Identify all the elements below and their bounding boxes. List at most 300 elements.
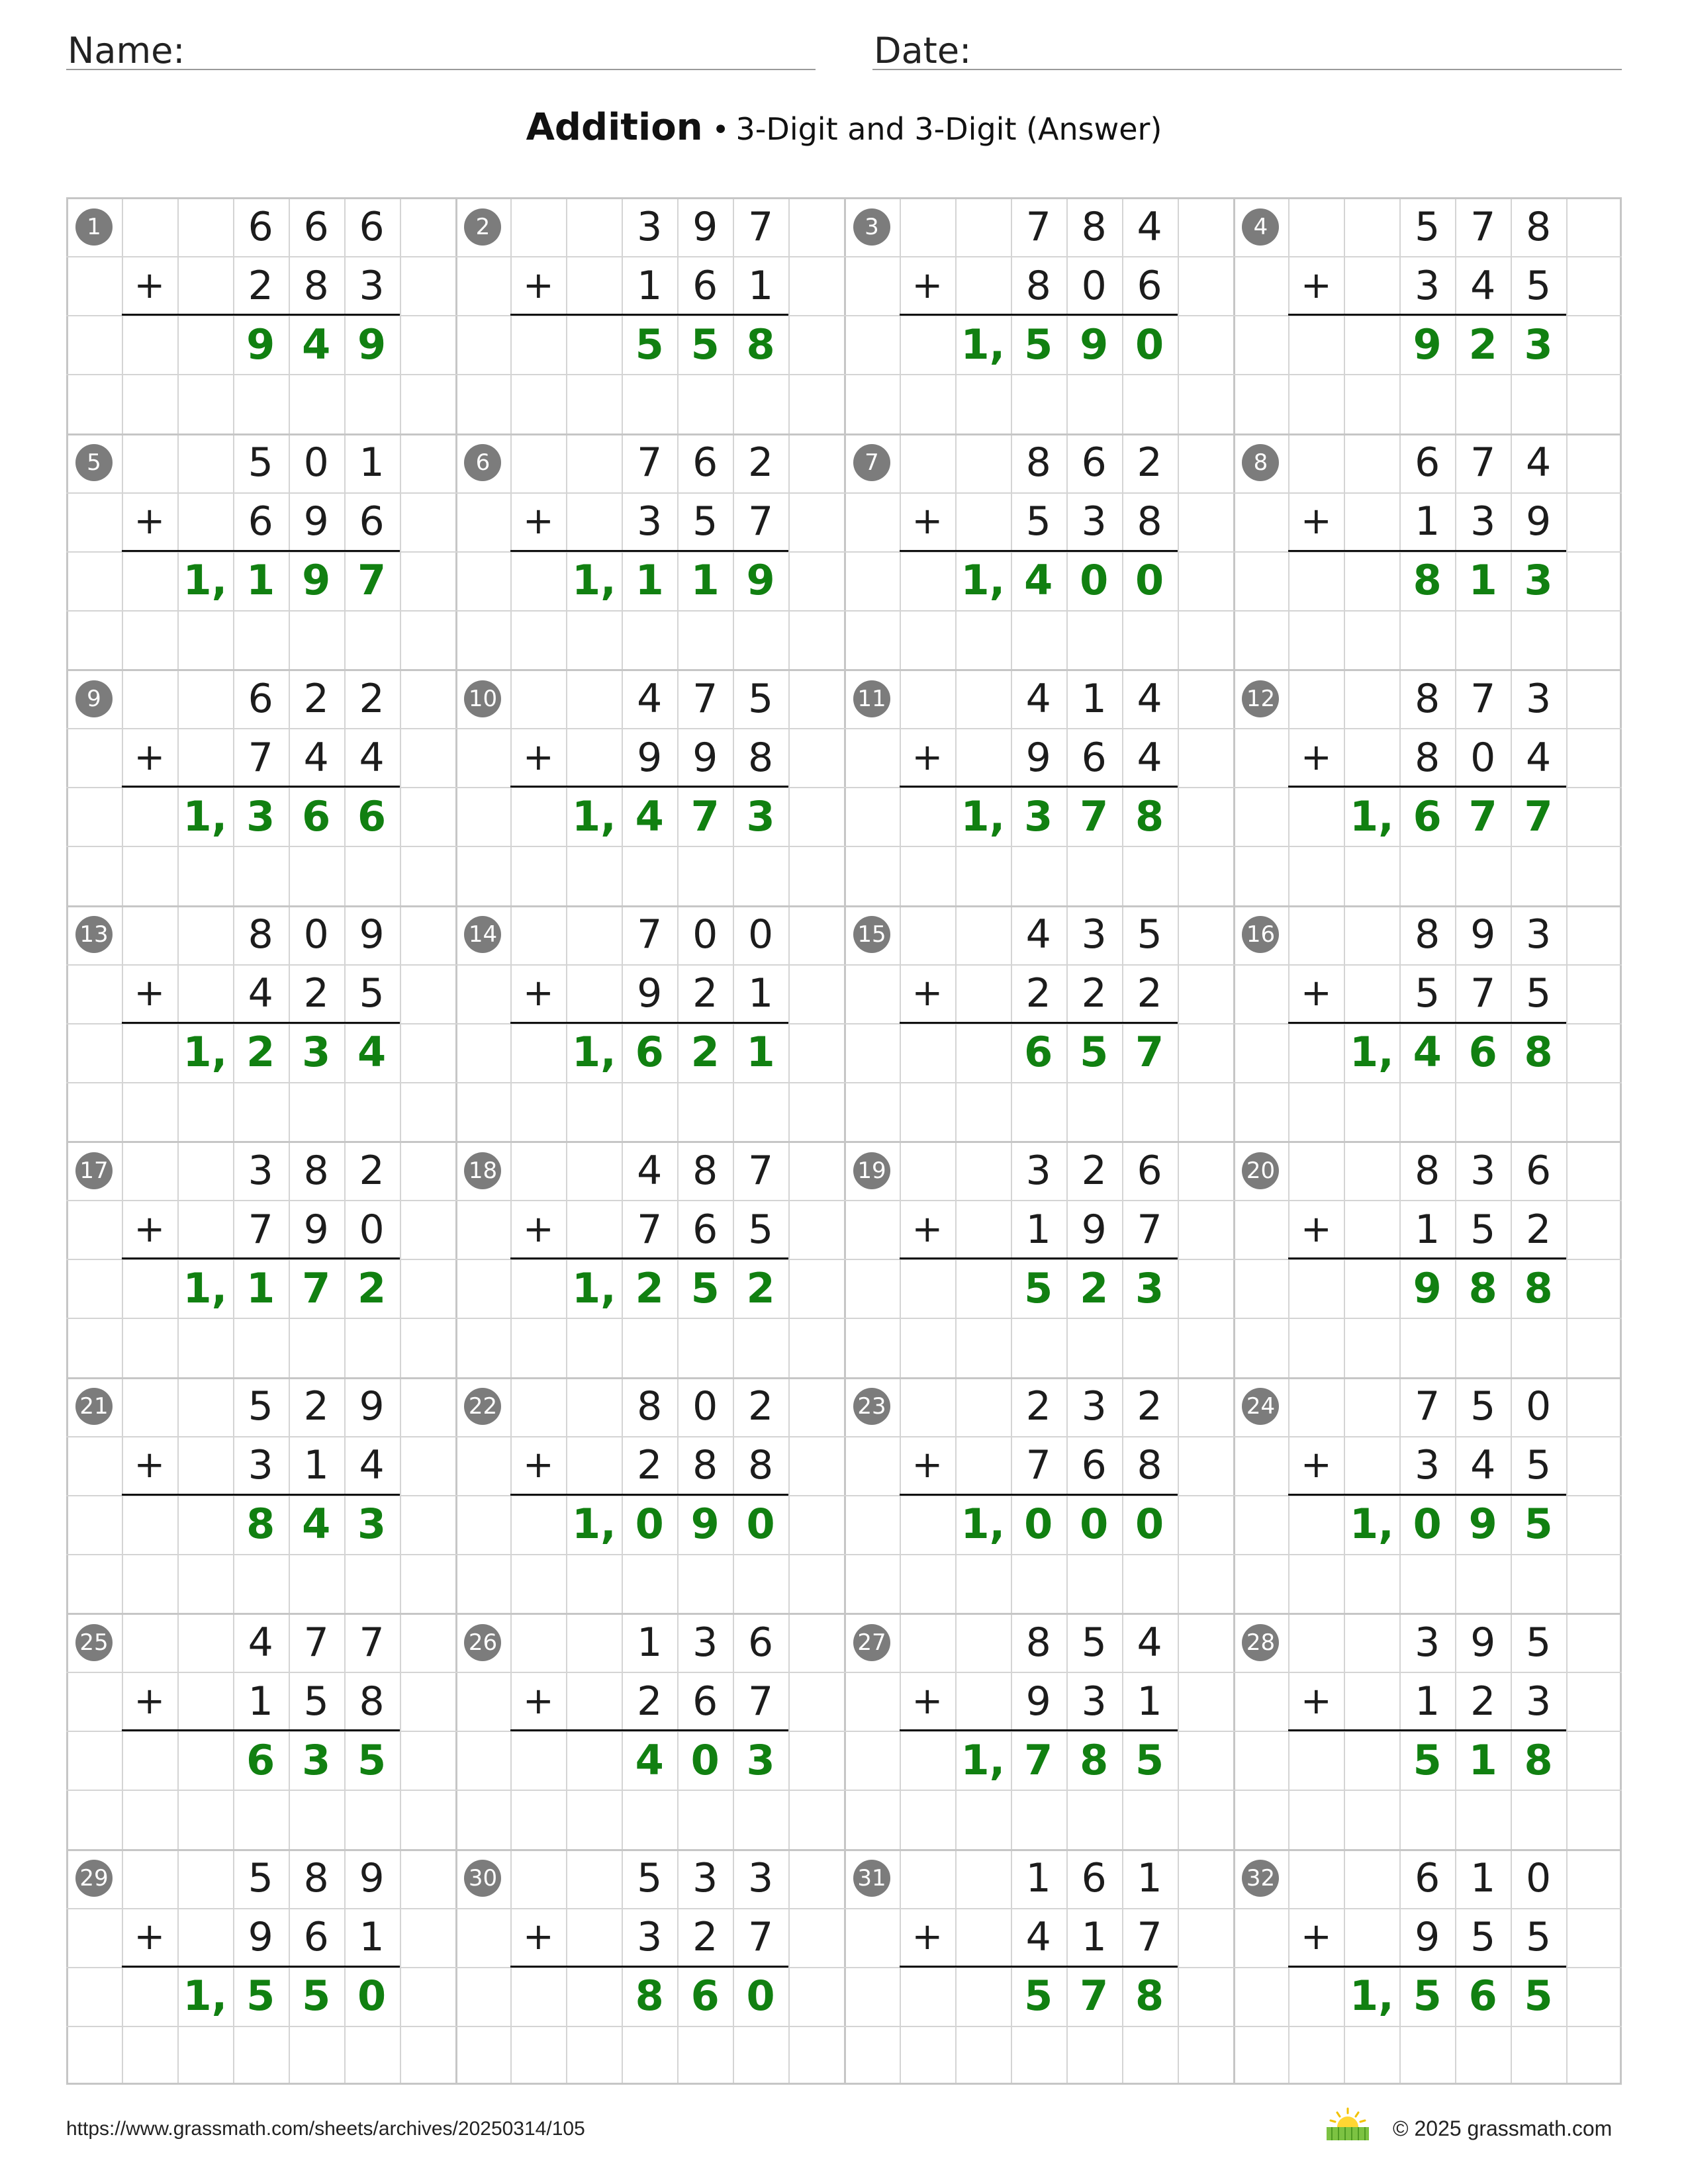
addend-bottom-digit: 7 xyxy=(1025,1442,1051,1489)
addend-bottom-digit: 7 xyxy=(1470,970,1496,1017)
addend-bottom-digit: 5 xyxy=(303,1678,329,1725)
answer-digit: 5 xyxy=(1024,1263,1053,1312)
addend-bottom-digit: 8 xyxy=(359,1678,385,1725)
addend-bottom-digit: 4 xyxy=(1470,1442,1496,1489)
answer-digit: 0 xyxy=(635,1500,664,1549)
answer-digit: 0 xyxy=(1135,556,1164,605)
addend-top-digit: 4 xyxy=(248,1619,273,1666)
addend-bottom-digit: 6 xyxy=(1081,1442,1107,1489)
addend-top-digit: 5 xyxy=(748,675,774,722)
addend-top-digit: 7 xyxy=(748,203,774,250)
addend-top-digit: 9 xyxy=(359,911,385,958)
plus-sign: + xyxy=(912,1679,943,1723)
answer-digit: 0 xyxy=(1080,556,1109,605)
addend-top-digit: 7 xyxy=(1415,1383,1440,1430)
addend-top-digit: 8 xyxy=(1415,911,1440,958)
addend-top-digit: 3 xyxy=(748,1855,774,1902)
addition-problem xyxy=(455,1141,845,1377)
addend-bottom-digit: 7 xyxy=(1137,1914,1162,1961)
plus-sign: + xyxy=(912,1443,943,1487)
answer-digit: 1 xyxy=(246,556,275,605)
addition-problem xyxy=(1233,1849,1622,2085)
answer-digit: 8 xyxy=(746,320,775,369)
addend-top-digit: 0 xyxy=(303,911,329,958)
addend-bottom-digit: 1 xyxy=(637,262,663,309)
addend-top-digit: 0 xyxy=(748,911,774,958)
addend-top-digit: 7 xyxy=(303,1619,329,1666)
addend-top-digit: 5 xyxy=(1470,1383,1496,1430)
problem-number-badge: 13 xyxy=(75,916,113,953)
answer-digit: 7 xyxy=(690,792,720,841)
answer-digit: 8 xyxy=(246,1500,275,1549)
addend-top-digit: 1 xyxy=(359,439,385,486)
plus-sign: + xyxy=(522,735,554,779)
problem-number-badge: 5 xyxy=(75,444,113,481)
title-bullet: • xyxy=(712,113,729,147)
addend-top-digit: 0 xyxy=(1526,1383,1552,1430)
answer-digit: 6 xyxy=(635,1028,664,1077)
plus-sign: + xyxy=(1300,1679,1332,1723)
addend-top-digit: 3 xyxy=(1025,1147,1051,1194)
answer-digit: 9 xyxy=(690,1500,720,1549)
addition-problem xyxy=(1233,905,1622,1142)
problem-number-badge: 9 xyxy=(75,680,113,717)
addend-top-digit: 7 xyxy=(637,911,663,958)
answer-digit: 6 xyxy=(357,792,387,841)
answer-digit: 1, xyxy=(571,792,616,841)
answer-digit: 0 xyxy=(357,1972,387,2021)
addend-bottom-digit: 5 xyxy=(359,970,385,1017)
addend-bottom-digit: 7 xyxy=(1137,1206,1162,1253)
addend-bottom-digit: 3 xyxy=(637,498,663,545)
problem-number-badge: 30 xyxy=(464,1860,501,1897)
addition-problem xyxy=(66,1377,455,1614)
addition-problem xyxy=(455,197,845,433)
answer-digit: 1 xyxy=(746,1028,775,1077)
answer-digit: 8 xyxy=(1135,792,1164,841)
answer-digit: 0 xyxy=(746,1972,775,2021)
addend-top-digit: 7 xyxy=(1025,203,1051,250)
answer-digit: 4 xyxy=(1413,1028,1442,1077)
addend-bottom-digit: 8 xyxy=(748,1442,774,1489)
addend-top-digit: 6 xyxy=(303,203,329,250)
addend-top-digit: 9 xyxy=(359,1383,385,1430)
addend-bottom-digit: 2 xyxy=(692,1914,718,1961)
addend-top-digit: 2 xyxy=(1137,439,1162,486)
answer-digit: 3 xyxy=(1024,792,1053,841)
name-label: Name: xyxy=(68,30,185,71)
answer-digit: 8 xyxy=(1135,1972,1164,2021)
answer-digit: 3 xyxy=(1524,556,1553,605)
addend-top-digit: 6 xyxy=(1081,439,1107,486)
addend-bottom-digit: 1 xyxy=(303,1442,329,1489)
answer-digit: 9 xyxy=(357,320,387,369)
problem-number-badge: 32 xyxy=(1242,1860,1279,1897)
title-main: Addition xyxy=(526,106,703,149)
addend-bottom-digit: 2 xyxy=(303,970,329,1017)
addition-problem xyxy=(66,1613,455,1849)
addend-top-digit: 6 xyxy=(1081,1855,1107,1902)
answer-digit: 2 xyxy=(246,1028,275,1077)
addend-bottom-digit: 9 xyxy=(692,734,718,781)
addend-bottom-digit: 3 xyxy=(1526,1678,1552,1725)
plus-sign: + xyxy=(1300,500,1332,543)
addend-top-digit: 7 xyxy=(748,1147,774,1194)
addend-bottom-digit: 3 xyxy=(359,262,385,309)
addend-bottom-digit: 4 xyxy=(248,970,273,1017)
answer-digit: 5 xyxy=(690,320,720,369)
addend-bottom-digit: 4 xyxy=(359,1442,385,1489)
plus-sign: + xyxy=(522,1915,554,1959)
problem-number-badge: 26 xyxy=(464,1624,501,1661)
addend-top-digit: 1 xyxy=(1025,1855,1051,1902)
addend-top-digit: 4 xyxy=(1025,675,1051,722)
answer-digit: 8 xyxy=(1413,556,1442,605)
answer-digit: 8 xyxy=(1080,1735,1109,1784)
addend-top-digit: 1 xyxy=(1137,1855,1162,1902)
answer-digit: 1, xyxy=(183,556,228,605)
plus-sign: + xyxy=(522,972,554,1015)
answer-digit: 2 xyxy=(1468,320,1497,369)
addend-top-digit: 6 xyxy=(1415,439,1440,486)
addition-problem xyxy=(66,433,455,670)
addition-problem xyxy=(844,1849,1233,2085)
addend-bottom-digit: 2 xyxy=(1081,970,1107,1017)
answer-digit: 7 xyxy=(1468,792,1497,841)
plus-sign: + xyxy=(522,1443,554,1487)
addend-bottom-digit: 6 xyxy=(692,1678,718,1725)
addition-problem xyxy=(66,1849,455,2085)
plus-sign: + xyxy=(522,500,554,543)
addend-top-digit: 3 xyxy=(1081,1383,1107,1430)
addend-bottom-digit: 3 xyxy=(1470,498,1496,545)
addend-bottom-digit: 1 xyxy=(359,1914,385,1961)
addition-problem xyxy=(455,1613,845,1849)
answer-digit: 5 xyxy=(1524,1972,1553,2021)
addend-bottom-digit: 3 xyxy=(637,1914,663,1961)
answer-digit: 1, xyxy=(183,792,228,841)
answer-digit: 2 xyxy=(746,1263,775,1312)
plus-sign: + xyxy=(134,500,165,543)
addend-bottom-digit: 3 xyxy=(1415,1442,1440,1489)
problem-number-badge: 25 xyxy=(75,1624,113,1661)
addition-problem xyxy=(844,905,1233,1142)
answer-digit: 1, xyxy=(1349,792,1394,841)
addend-top-digit: 8 xyxy=(248,911,273,958)
plus-sign: + xyxy=(522,263,554,307)
addend-top-digit: 2 xyxy=(359,1147,385,1194)
addend-bottom-digit: 9 xyxy=(248,1914,273,1961)
addend-top-digit: 5 xyxy=(1415,203,1440,250)
addend-bottom-digit: 5 xyxy=(1526,970,1552,1017)
addend-top-digit: 5 xyxy=(637,1855,663,1902)
addend-top-digit: 4 xyxy=(637,1147,663,1194)
addend-top-digit: 2 xyxy=(748,439,774,486)
addend-top-digit: 2 xyxy=(1025,1383,1051,1430)
answer-digit: 4 xyxy=(635,792,664,841)
addend-bottom-digit: 4 xyxy=(303,734,329,781)
addend-bottom-digit: 2 xyxy=(1526,1206,1552,1253)
addend-top-digit: 6 xyxy=(692,439,718,486)
addend-top-digit: 5 xyxy=(248,1855,273,1902)
answer-digit: 1 xyxy=(1468,556,1497,605)
answer-digit: 9 xyxy=(746,556,775,605)
addend-bottom-digit: 8 xyxy=(1415,734,1440,781)
answer-digit: 5 xyxy=(635,320,664,369)
answer-digit: 9 xyxy=(1413,1263,1442,1312)
addition-problem xyxy=(455,433,845,670)
addend-top-digit: 9 xyxy=(692,203,718,250)
addend-top-digit: 4 xyxy=(1137,675,1162,722)
answer-digit: 4 xyxy=(302,320,331,369)
addend-bottom-digit: 2 xyxy=(1137,970,1162,1017)
addend-top-digit: 7 xyxy=(692,675,718,722)
answer-digit: 3 xyxy=(302,1735,331,1784)
answer-digit: 7 xyxy=(1080,1972,1109,2021)
addition-problem xyxy=(844,1141,1233,1377)
addend-top-digit: 9 xyxy=(1470,911,1496,958)
answer-digit: 2 xyxy=(357,1263,387,1312)
answer-digit: 7 xyxy=(1524,792,1553,841)
answer-digit: 2 xyxy=(1080,1263,1109,1312)
answer-digit: 8 xyxy=(1524,1735,1553,1784)
addend-bottom-digit: 4 xyxy=(1526,734,1552,781)
addition-problem xyxy=(455,1377,845,1614)
addition-problem xyxy=(455,1849,845,2085)
addend-bottom-digit: 2 xyxy=(1025,970,1051,1017)
answer-digit: 7 xyxy=(1080,792,1109,841)
answer-digit: 9 xyxy=(1080,320,1109,369)
addend-top-digit: 5 xyxy=(1526,1619,1552,1666)
addend-top-digit: 3 xyxy=(637,203,663,250)
addend-bottom-digit: 9 xyxy=(1526,498,1552,545)
addend-top-digit: 9 xyxy=(1470,1619,1496,1666)
addition-problem xyxy=(66,197,455,433)
addend-top-digit: 8 xyxy=(303,1855,329,1902)
addend-bottom-digit: 6 xyxy=(359,498,385,545)
answer-digit: 7 xyxy=(1024,1735,1053,1784)
answer-digit: 1, xyxy=(961,792,1006,841)
answer-digit: 4 xyxy=(1024,556,1053,605)
addend-bottom-digit: 5 xyxy=(1025,498,1051,545)
addend-top-digit: 3 xyxy=(1081,911,1107,958)
addend-top-digit: 3 xyxy=(692,1619,718,1666)
addition-problem xyxy=(1233,197,1622,433)
addend-top-digit: 6 xyxy=(1526,1147,1552,1194)
answer-digit: 3 xyxy=(1135,1263,1164,1312)
addition-problem xyxy=(844,1377,1233,1614)
problem-number-badge: 14 xyxy=(464,916,501,953)
problem-number-badge: 23 xyxy=(853,1388,890,1425)
addend-top-digit: 2 xyxy=(1081,1147,1107,1194)
addend-bottom-digit: 2 xyxy=(248,262,273,309)
answer-digit: 3 xyxy=(246,792,275,841)
addend-bottom-digit: 7 xyxy=(637,1206,663,1253)
plus-sign: + xyxy=(912,500,943,543)
addend-top-digit: 2 xyxy=(359,675,385,722)
problem-number-badge: 22 xyxy=(464,1388,501,1425)
addition-problem xyxy=(455,905,845,1142)
answer-digit: 1 xyxy=(690,556,720,605)
plus-sign: + xyxy=(134,263,165,307)
answer-digit: 7 xyxy=(302,1263,331,1312)
answer-digit: 5 xyxy=(1024,320,1053,369)
addend-top-digit: 6 xyxy=(248,675,273,722)
addend-bottom-digit: 2 xyxy=(1470,1678,1496,1725)
addend-top-digit: 3 xyxy=(1470,1147,1496,1194)
addend-top-digit: 8 xyxy=(1025,439,1051,486)
answer-digit: 0 xyxy=(1024,1500,1053,1549)
addend-bottom-digit: 8 xyxy=(692,1442,718,1489)
date-label: Date: xyxy=(874,30,972,71)
addition-problem xyxy=(1233,1613,1622,1849)
addend-top-digit: 8 xyxy=(692,1147,718,1194)
problem-number-badge: 10 xyxy=(464,680,501,717)
plus-sign: + xyxy=(522,1679,554,1723)
addend-bottom-digit: 6 xyxy=(1081,734,1107,781)
answer-digit: 6 xyxy=(246,1735,275,1784)
addend-top-digit: 4 xyxy=(1137,203,1162,250)
answer-digit: 6 xyxy=(690,1972,720,2021)
addend-top-digit: 2 xyxy=(303,1383,329,1430)
answer-digit: 5 xyxy=(246,1972,275,2021)
addition-problem xyxy=(1233,433,1622,670)
name-field[interactable] xyxy=(66,24,816,70)
addend-bottom-digit: 6 xyxy=(248,498,273,545)
addend-bottom-digit: 8 xyxy=(303,262,329,309)
plus-sign: + xyxy=(1300,1443,1332,1487)
addend-top-digit: 3 xyxy=(692,1855,718,1902)
answer-digit: 0 xyxy=(1080,1500,1109,1549)
answer-digit: 6 xyxy=(1413,792,1442,841)
problem-number-badge: 15 xyxy=(853,916,890,953)
addend-bottom-digit: 6 xyxy=(692,262,718,309)
answer-digit: 0 xyxy=(1135,320,1164,369)
answer-digit: 5 xyxy=(302,1972,331,2021)
addition-problem xyxy=(844,197,1233,433)
addition-problem xyxy=(455,669,845,905)
answer-digit: 9 xyxy=(1413,320,1442,369)
addend-bottom-digit: 5 xyxy=(1470,1206,1496,1253)
problem-number-badge: 1 xyxy=(75,208,113,246)
addend-top-digit: 5 xyxy=(1137,911,1162,958)
addend-bottom-digit: 5 xyxy=(1526,262,1552,309)
addend-bottom-digit: 0 xyxy=(1081,262,1107,309)
answer-digit: 3 xyxy=(746,1735,775,1784)
problem-number-badge: 12 xyxy=(1242,680,1279,717)
addend-top-digit: 3 xyxy=(1526,675,1552,722)
addend-bottom-digit: 6 xyxy=(692,1206,718,1253)
addend-bottom-digit: 7 xyxy=(248,734,273,781)
addend-bottom-digit: 5 xyxy=(692,498,718,545)
answer-digit: 5 xyxy=(690,1263,720,1312)
addend-top-digit: 9 xyxy=(359,1855,385,1902)
answer-digit: 6 xyxy=(1024,1028,1053,1077)
addend-top-digit: 7 xyxy=(637,439,663,486)
addition-problem xyxy=(66,1141,455,1377)
answer-digit: 1, xyxy=(183,1028,228,1077)
plus-sign: + xyxy=(134,1679,165,1723)
addend-bottom-digit: 9 xyxy=(637,734,663,781)
addend-top-digit: 8 xyxy=(1081,203,1107,250)
addend-top-digit: 3 xyxy=(248,1147,273,1194)
answer-digit: 5 xyxy=(1524,1500,1553,1549)
addend-top-digit: 6 xyxy=(1415,1855,1440,1902)
problem-number-badge: 24 xyxy=(1242,1388,1279,1425)
addend-bottom-digit: 1 xyxy=(1025,1206,1051,1253)
addend-top-digit: 6 xyxy=(359,203,385,250)
plus-sign: + xyxy=(1300,263,1332,307)
addend-bottom-digit: 1 xyxy=(1081,1914,1107,1961)
addition-problem xyxy=(1233,669,1622,905)
plus-sign: + xyxy=(522,1207,554,1251)
date-field[interactable] xyxy=(872,24,1622,70)
answer-digit: 1, xyxy=(1349,1028,1394,1077)
answer-digit: 9 xyxy=(246,320,275,369)
addend-top-digit: 6 xyxy=(748,1619,774,1666)
plus-sign: + xyxy=(912,1207,943,1251)
addition-problem xyxy=(844,1613,1233,1849)
answer-digit: 4 xyxy=(357,1028,387,1077)
problem-number-badge: 28 xyxy=(1242,1624,1279,1661)
footer-url: https://www.grassmath.com/sheets/archives/20250314/105 xyxy=(66,2118,585,2140)
addend-bottom-digit: 3 xyxy=(1081,498,1107,545)
addend-bottom-digit: 9 xyxy=(1025,734,1051,781)
answer-digit: 9 xyxy=(1468,1500,1497,1549)
problem-number-badge: 29 xyxy=(75,1860,113,1897)
addend-bottom-digit: 5 xyxy=(1526,1442,1552,1489)
problem-number-badge: 27 xyxy=(853,1624,890,1661)
answer-digit: 4 xyxy=(635,1735,664,1784)
answer-digit: 3 xyxy=(357,1500,387,1549)
addend-bottom-digit: 4 xyxy=(1470,262,1496,309)
addend-bottom-digit: 3 xyxy=(1415,262,1440,309)
addend-top-digit: 7 xyxy=(1470,675,1496,722)
addend-bottom-digit: 1 xyxy=(248,1678,273,1725)
plus-sign: + xyxy=(134,1207,165,1251)
answer-digit: 0 xyxy=(746,1500,775,1549)
plus-sign: + xyxy=(912,263,943,307)
plus-sign: + xyxy=(134,735,165,779)
addend-top-digit: 7 xyxy=(359,1619,385,1666)
addend-top-digit: 8 xyxy=(303,1147,329,1194)
footer-copyright: © 2025 grassmath.com xyxy=(1393,2116,1613,2140)
addend-bottom-digit: 0 xyxy=(359,1206,385,1253)
addition-problem xyxy=(1233,1377,1622,1614)
problem-number-badge: 8 xyxy=(1242,444,1279,481)
plus-sign: + xyxy=(912,1915,943,1959)
addend-top-digit: 5 xyxy=(1081,1619,1107,1666)
answer-digit: 3 xyxy=(746,792,775,841)
problem-number-badge: 3 xyxy=(853,208,890,246)
answer-digit: 5 xyxy=(1135,1735,1164,1784)
addend-top-digit: 1 xyxy=(1081,675,1107,722)
title-subtitle: 3-Digit and 3-Digit (Answer) xyxy=(735,111,1162,147)
answer-digit: 9 xyxy=(302,556,331,605)
answer-digit: 5 xyxy=(1080,1028,1109,1077)
plus-sign: + xyxy=(1300,735,1332,779)
plus-sign: + xyxy=(1300,1207,1332,1251)
addend-bottom-digit: 0 xyxy=(1470,734,1496,781)
addend-bottom-digit: 9 xyxy=(1081,1206,1107,1253)
answer-digit: 1, xyxy=(961,320,1006,369)
plus-sign: + xyxy=(912,972,943,1015)
addend-bottom-digit: 1 xyxy=(1137,1678,1162,1725)
answer-digit: 1, xyxy=(961,1735,1006,1784)
addend-top-digit: 8 xyxy=(637,1383,663,1430)
problem-number-badge: 7 xyxy=(853,444,890,481)
addend-top-digit: 3 xyxy=(1526,911,1552,958)
